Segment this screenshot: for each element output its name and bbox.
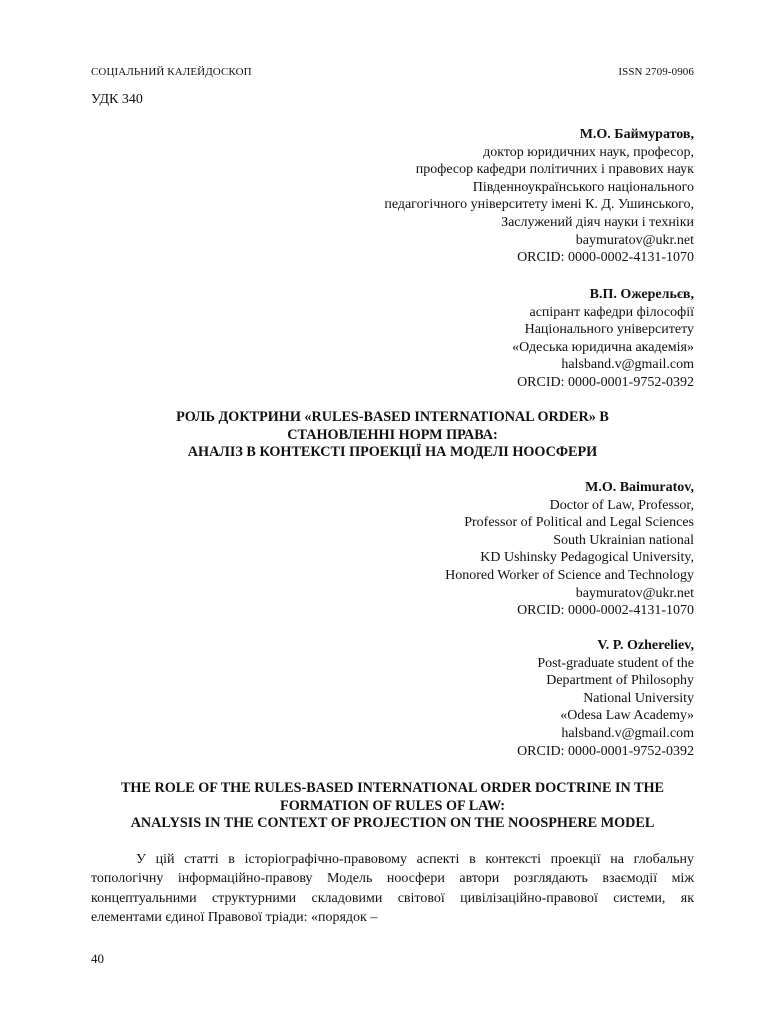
article-title-ua: [91, 409, 694, 462]
author-affiliation: Національного університету: [524, 322, 694, 338]
author-block-en-ozhereliev: [517, 637, 694, 760]
author-block-ua-baimuratov: [384, 126, 694, 267]
title-line: ANALYSIS IN THE CONTEXT OF PROJECTION ON THE NOOSPHERE MODEL: [130, 815, 655, 832]
author-name: M.O. Baimuratov,: [585, 480, 694, 495]
author-name: В.П. Ожерельєв,: [589, 287, 694, 302]
running-header: [91, 66, 694, 78]
author-email: halsband.v@gmail.com: [561, 725, 694, 741]
title-line: РОЛЬ ДОКТРИНИ «RULES-BASED INTERNATIONAL ORDER» В: [176, 409, 609, 425]
author-degree: Doctor of Law, Professor,: [549, 497, 694, 513]
author-name: V. P. Ozhereliev,: [597, 638, 694, 653]
title-line: THE ROLE OF THE RULES-BASED INTERNATIONAL ORDER DOCTRINE IN THE: [120, 780, 665, 796]
author-honor: Заслужений діяч науки і техніки: [501, 214, 694, 230]
author-degree: доктор юридичних наук, професор,: [483, 144, 694, 160]
author-orcid: ORCID: 0000-0002-4131-1070: [517, 603, 694, 619]
author-orcid: ORCID: 0000-0001-9752-0392: [517, 743, 694, 759]
author-affiliation: KD Ushinsky Pedagogical University,: [480, 550, 694, 566]
author-honor: Honored Worker of Science and Technology: [445, 567, 694, 583]
title-line: FORMATION OF RULES OF LAW:: [280, 797, 505, 814]
author-email: baymuratov@ukr.net: [575, 585, 694, 601]
journal-name: СОЦІАЛЬНИЙ КАЛЕЙДОСКОП: [91, 66, 252, 78]
author-affiliation: «Одеська юридична академія»: [512, 339, 694, 355]
article-title-en: [91, 780, 694, 833]
author-name: М.О. Баймуратов,: [579, 127, 694, 142]
abstract: [91, 850, 694, 928]
author-affiliation: Південноукраїнського національного: [472, 179, 694, 195]
author-position: Post-graduate student of the: [537, 655, 694, 671]
abstract-paragraph: У цій статті в історіографічно-правовому аспекті в контексті проекції на глобальну топологічну інформаційно-правову Модель ноосфери автори розглядають взаємодії між концептуальними структурними складовими світової цивілізаційно-правової системи, як елементами єдиної Правової тріади: «порядок –: [91, 852, 694, 926]
author-affiliation: South Ukrainian national: [553, 532, 694, 548]
author-position: аспірант кафедри філософії: [529, 304, 694, 320]
author-affiliation: «Odesa Law Academy»: [560, 708, 694, 724]
author-position: Professor of Political and Legal Sciences: [464, 515, 694, 531]
author-affiliation: Department of Philosophy: [546, 673, 694, 689]
author-orcid: ORCID: 0000-0002-4131-1070: [517, 250, 694, 266]
author-block-ua-ozhereliev: [512, 286, 694, 392]
title-line: СТАНОВЛЕННІ НОРМ ПРАВА:: [287, 426, 498, 443]
udk-code: УДК 340: [91, 92, 143, 107]
author-email: baymuratov@ukr.net: [575, 232, 694, 248]
issn: ISSN 2709-0906: [618, 66, 694, 78]
page-number: 40: [91, 951, 104, 966]
author-position: професор кафедри політичних і правових наук: [415, 162, 694, 178]
author-block-en-baimuratov: [445, 479, 694, 620]
title-line: АНАЛІЗ В КОНТЕКСТІ ПРОЕКЦІЇ НА МОДЕЛІ НООСФЕРИ: [187, 444, 598, 461]
author-affiliation: National University: [583, 690, 694, 706]
author-orcid: ORCID: 0000-0001-9752-0392: [517, 374, 694, 390]
author-affiliation: педагогічного університету імені К. Д. Ушинського,: [384, 197, 694, 213]
author-email: halsband.v@gmail.com: [561, 357, 694, 373]
